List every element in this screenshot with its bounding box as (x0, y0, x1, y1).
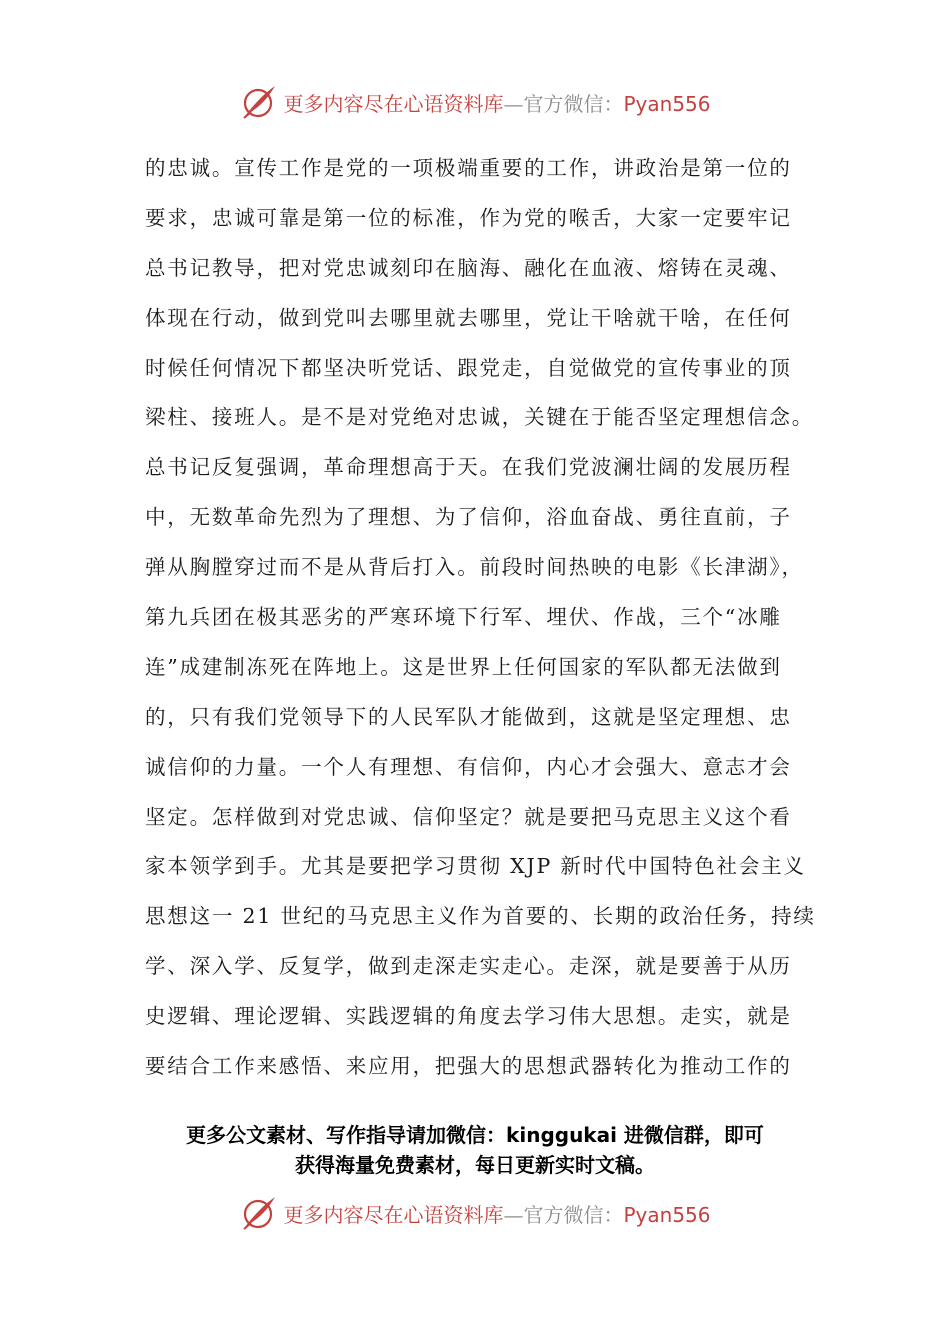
body-line: 梁柱、接班人。是不是对党绝对忠诚，关键在于能否坚定理想信念。 (145, 405, 814, 430)
body-line: 学、深入学、反复学，做到走深走实走心。走深，就是要善于从历 (145, 954, 792, 979)
body-line: 时候任何情况下都坚决听党话、跟党走，自觉做党的宣传事业的顶 (145, 355, 792, 380)
footer-site-text: 更多内容尽在心语资料库 (283, 1202, 504, 1227)
body-line: 的，只有我们党领导下的人民军队才能做到，这就是坚定理想、忠 (145, 704, 792, 729)
body-line: 史逻辑、理论逻辑、实践逻辑的角度去学习伟大思想。走实，就是 (145, 1004, 792, 1029)
body-line: 体现在行动，做到党叫去哪里就去哪里，党让干啥就干啥，在任何 (145, 305, 792, 330)
body-line: 诚信仰的力量。一个人有理想、有信仰，内心才会强大、意志才会 (145, 754, 792, 779)
body-line: 要结合工作来感悟、来应用，把强大的思想武器转化为推动工作的 (145, 1054, 792, 1079)
body-line: 中，无数革命先烈为了理想、为了信仰，浴血奋战、勇往直前，子 (145, 505, 792, 530)
header-banner (0, 82, 950, 122)
footer-banner (0, 1193, 950, 1233)
body-line: 要求，忠诚可靠是第一位的标准，作为党的喉舌，大家一定要牢记 (145, 205, 792, 230)
header-wechat-label: 官方微信： (523, 91, 624, 116)
promo-notice (0, 1120, 950, 1180)
quill-logo-icon (239, 1193, 279, 1233)
body-line: 的忠诚。宣传工作是党的一项极端重要的工作，讲政治是第一位的 (145, 156, 792, 180)
body-line: 弹从胸膛穿过而不是从背后打入。前段时间热映的电影《长津湖》， (145, 555, 804, 580)
body-line: 连”成建制冻死在阵地上。这是世界上任何国家的军队都无法做到 (145, 654, 782, 679)
footer-wechat-id: Pyan556 (623, 1202, 711, 1227)
body-line: 总书记反复强调，革命理想高于天。在我们党波澜壮阔的发展历程 (145, 455, 792, 480)
header-site-text: 更多内容尽在心语资料库 (283, 91, 504, 116)
footer-separator: — (503, 1202, 524, 1227)
promo-line-1: 更多公文素材、写作指导请加微信：kinggukai 进微信群，即可 (186, 1123, 764, 1147)
header-wechat-id: Pyan556 (623, 91, 711, 116)
body-line: 第九兵团在极其恶劣的严寒环境下行军、埋伏、作战，三个“冰雕 (145, 605, 782, 630)
body-line: 思想这一 21 世纪的马克思主义作为首要的、长期的政治任务，持续 (145, 904, 816, 929)
body-line: 家本领学到手。尤其是要把学习贯彻 XJP 新时代中国特色社会主义 (145, 854, 806, 879)
body-line: 总书记教导，把对党忠诚刻印在脑海、融化在血液、熔铸在灵魂、 (145, 255, 792, 280)
footer-wechat-label: 官方微信： (523, 1202, 624, 1227)
document-body (145, 144, 825, 1092)
promo-line-2: 获得海量免费素材，每日更新实时文稿。 (295, 1153, 655, 1177)
body-line: 坚定。怎样做到对党忠诚、信仰坚定？就是要把马克思主义这个看 (145, 804, 792, 829)
header-separator: — (503, 91, 524, 116)
quill-logo-icon (239, 82, 279, 122)
